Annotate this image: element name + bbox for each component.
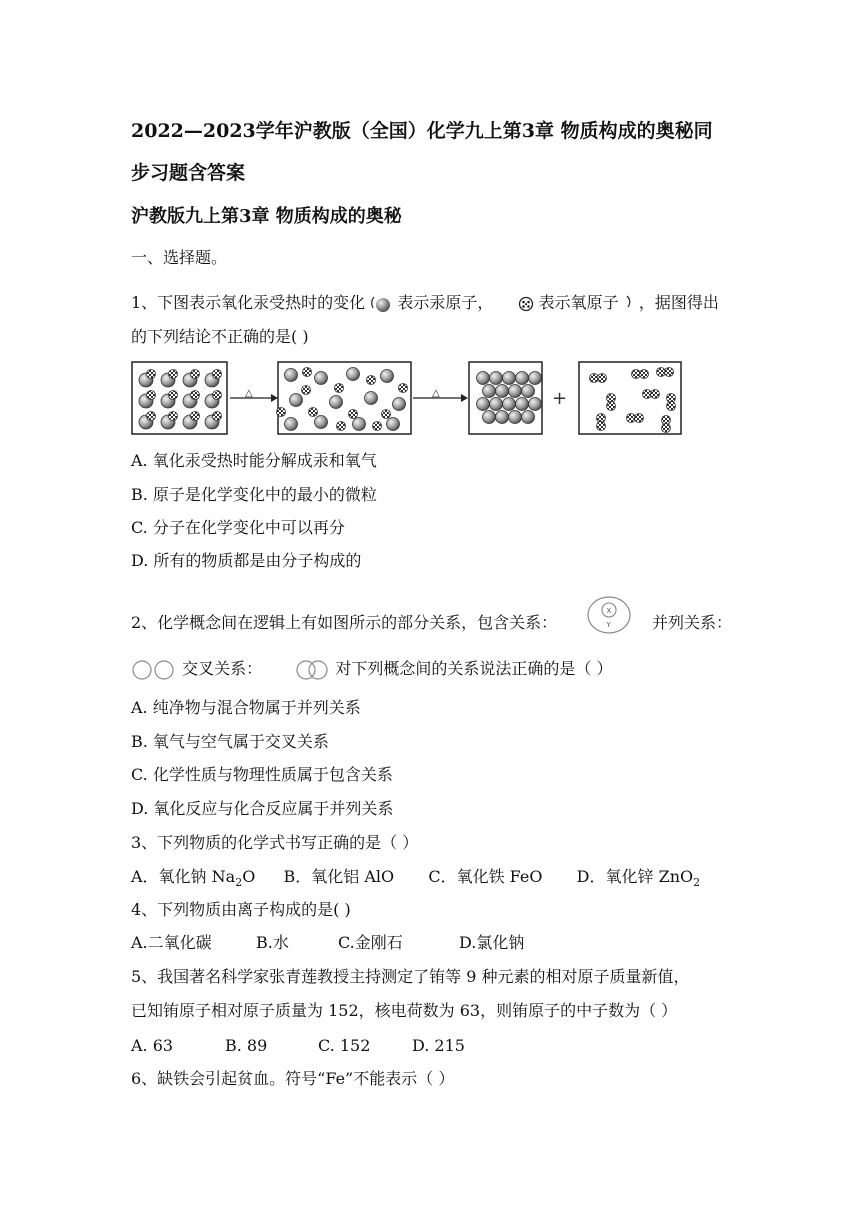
mercury-atom <box>285 369 298 382</box>
mercury-atom <box>483 385 496 398</box>
q3-option-a: A．氧化钠 $Na_2O$ <box>131 867 256 890</box>
doc-title-line-1: 2022—2023学年沪教版（全国）化学九上第3章 物质构成的奥秘同 <box>131 120 713 142</box>
q5-option-a: A. 63 <box>131 1036 174 1055</box>
oxygen-atom-icon <box>518 296 534 312</box>
mercury-atom <box>516 398 529 411</box>
q2-option-c: C. 化学性质与物理性质属于包含关系 <box>131 765 393 784</box>
q2-option-a: A. 纯净物与混合物属于并列关系 <box>131 698 361 717</box>
oxygen-atom <box>598 374 607 383</box>
q5-stem-line-1: 5、我国著名科学家张青莲教授主持测定了铕等 9 种元素的相对原子质量新值， <box>131 967 690 986</box>
q5-option-c: C. 152 <box>318 1036 371 1055</box>
mercury-atom <box>496 411 509 424</box>
q2-stem-b: 并列关系： <box>652 613 733 632</box>
mercury-atom <box>381 370 394 383</box>
oxygen-atom <box>277 408 286 417</box>
mercury-atom <box>483 411 496 424</box>
q2-line2-a: 交叉关系： <box>182 659 263 678</box>
q1-stem-d: ，据图得出 <box>638 293 719 312</box>
oxygen-atom <box>335 384 344 393</box>
q1-option-d: D. 所有的物质都是由分子构成的 <box>131 551 362 570</box>
oxygen-atom <box>213 370 222 379</box>
mercury-atom-icon <box>370 294 392 314</box>
oxygen-atom <box>191 370 200 379</box>
mercury-atom <box>330 396 343 409</box>
oxygen-atom <box>191 412 200 421</box>
contain-x-label: X <box>606 607 612 615</box>
mercury-atom <box>529 398 542 411</box>
oxygen-atom <box>399 384 408 393</box>
oxygen-atom <box>640 370 649 379</box>
q1-option-b: B. 原子是化学变化中的最小的微粒 <box>131 485 377 504</box>
oxygen-atom <box>337 422 346 431</box>
mercury-atom <box>285 418 298 431</box>
oxygen-atom <box>651 390 660 399</box>
oxygen-atom <box>147 391 156 400</box>
mercury-atom <box>353 418 366 431</box>
q2-stem-line-1 <box>131 612 557 634</box>
q3-option-d: D．氧化锌 ZnO$_2$ <box>576 867 701 890</box>
oxygen-atom <box>169 370 178 379</box>
q5-option-d: D. 215 <box>412 1036 465 1055</box>
q1-option-a: A. 氧化汞受热时能分解成汞和氧气 <box>131 451 377 470</box>
q4-stem: 4、下列物质由离子构成的是( ) <box>131 900 351 919</box>
oxygen-atom <box>382 410 391 419</box>
mercury-atom <box>516 372 529 385</box>
mercury-atom <box>509 385 522 398</box>
q3-option-b: B．氧化铝 AlO <box>283 867 395 886</box>
close-paren-icon <box>624 294 634 314</box>
q2-line2-b: 对下列概念间的关系说法正确的是（ ） <box>335 659 613 678</box>
q1-stem-c: 表示氧原子 <box>538 293 619 312</box>
q5-option-b: B. 89 <box>225 1036 268 1055</box>
oxygen-atom <box>607 402 616 411</box>
q5-stem-line-2: 已知铕原子相对原子质量为 152，核电荷数为 63，则铕原子的中子数为（ ） <box>131 1001 678 1020</box>
oxygen-atom <box>309 408 318 417</box>
oxygen-atom <box>191 391 200 400</box>
mercury-oxide-decomposition-figure <box>131 360 686 436</box>
mercury-atom <box>496 385 509 398</box>
oxygen-atom <box>169 412 178 421</box>
mercury-atom <box>365 392 378 405</box>
q4-option-a: A.二氧化碳 <box>131 933 212 952</box>
oxygen-atom <box>597 422 606 431</box>
mercury-atom <box>522 385 535 398</box>
oxygen-atom <box>662 424 671 433</box>
q2-stem-a: 2、化学概念间在逻辑上有如图所示的部分关系，包含关系： <box>131 613 558 632</box>
mercury-atom <box>490 398 503 411</box>
parallel-relation-icon <box>131 660 177 680</box>
oxygen-atom <box>635 414 644 423</box>
q2-stem-line-2 <box>131 658 612 680</box>
mercury-atom <box>477 398 490 411</box>
heat-symbol-2: △ <box>432 388 440 399</box>
mercury-atom <box>315 372 328 385</box>
oxygen-atom <box>147 370 156 379</box>
mercury-atom <box>529 372 542 385</box>
doc-title-line-2: 步习题含答案 <box>131 162 246 184</box>
mercury-atom <box>393 398 406 411</box>
contain-y-label: Y <box>606 621 611 629</box>
oxygen-atom <box>367 376 376 385</box>
oxygen-atom <box>213 391 222 400</box>
q2-option-d: D. 氧化反应与化合反应属于并列关系 <box>131 799 394 818</box>
q1-stem-b: 表示汞原子， <box>397 293 494 312</box>
q4-option-c: C.金刚石 <box>338 933 403 952</box>
q1-stem-line-1 <box>131 292 719 314</box>
intersection-relation-icon <box>294 660 330 680</box>
mercury-atom <box>347 368 360 381</box>
oxygen-atom <box>349 410 358 419</box>
oxygen-atom <box>373 422 382 431</box>
q3-options <box>131 866 700 894</box>
mercury-atom <box>315 416 328 429</box>
mercury-atom <box>490 372 503 385</box>
q4-option-d: D.氯化钠 <box>459 933 525 952</box>
oxygen-atom <box>302 386 311 395</box>
oxygen-atom <box>667 402 676 411</box>
section-heading: 一、选择题。 <box>131 248 228 267</box>
q6-stem: 6、缺铁会引起贫血。符号“Fe”不能表示（ ） <box>131 1069 455 1088</box>
q3-stem: 3、下列物质的化学式书写正确的是（ ） <box>131 833 419 852</box>
oxygen-atom <box>303 368 312 377</box>
containment-relation-icon <box>585 595 633 635</box>
mercury-atom <box>503 398 516 411</box>
mercury-atom <box>503 372 516 385</box>
mercury-atom <box>290 394 303 407</box>
q1-option-c: C. 分子在化学变化中可以再分 <box>131 518 345 537</box>
oxygen-atom <box>169 391 178 400</box>
oxygen-atom <box>665 368 674 377</box>
mercury-atom <box>477 372 490 385</box>
oxygen-atom <box>147 412 156 421</box>
q4-option-b: B.水 <box>256 933 289 952</box>
q1-stem-a: 1、下图表示氧化汞受热时的变化 <box>131 293 366 312</box>
mercury-atom <box>509 411 522 424</box>
q1-stem-line-2: 的下列结论不正确的是( ) <box>131 327 309 346</box>
doc-subtitle: 沪教版九上第3章 物质构成的奥秘 <box>131 206 402 227</box>
mercury-atom <box>387 418 400 431</box>
q3-option-c: C．氧化铁 FeO <box>428 867 543 886</box>
plus-sign: + <box>552 388 568 409</box>
mercury-atom <box>522 411 535 424</box>
q2-option-b: B. 氧气与空气属于交叉关系 <box>131 732 329 751</box>
heat-symbol-1: △ <box>245 388 253 399</box>
oxygen-atom <box>213 412 222 421</box>
